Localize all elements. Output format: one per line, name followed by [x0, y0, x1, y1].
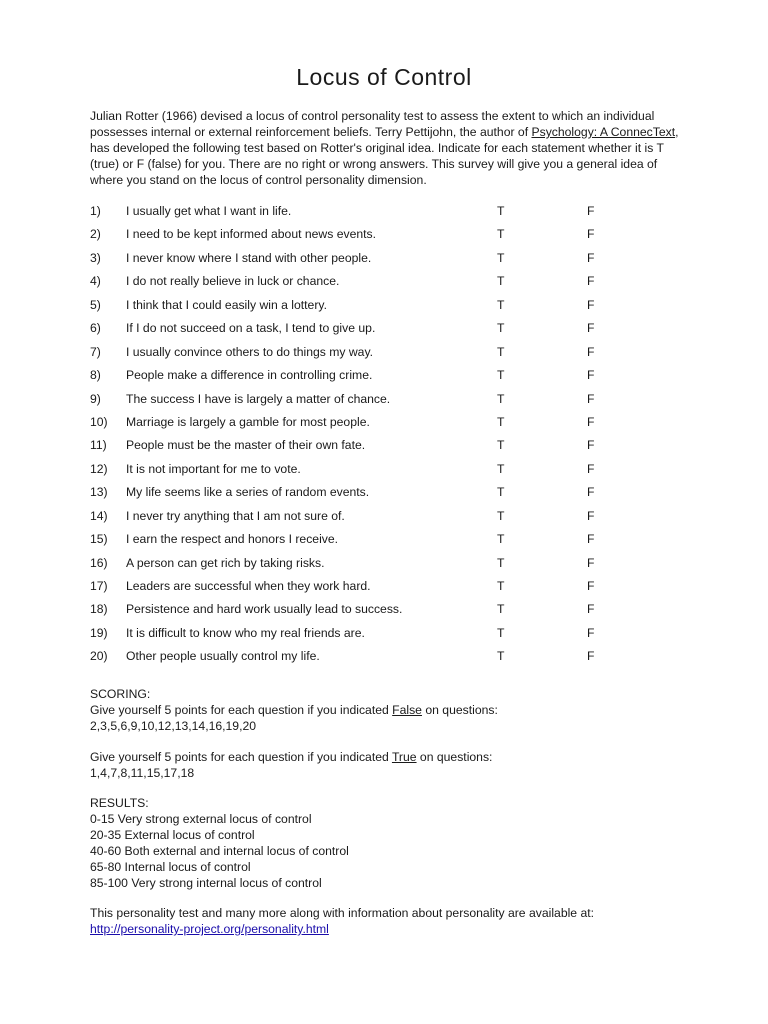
false-option[interactable]: F — [587, 485, 595, 500]
true-option[interactable]: T — [497, 485, 505, 500]
false-option[interactable]: F — [587, 321, 595, 336]
scoring-true-word: True — [391, 750, 417, 764]
true-option[interactable]: T — [497, 391, 505, 406]
intro-paragraph — [90, 108, 690, 188]
question-row — [90, 577, 690, 600]
personality-project-link[interactable]: http://personality-project.org/personality.html — [90, 922, 329, 936]
results-section — [90, 795, 710, 891]
true-option[interactable]: T — [497, 250, 505, 265]
question-text: I need to be kept informed about news events. — [126, 227, 377, 242]
false-option[interactable]: F — [587, 274, 595, 289]
scoring-true-suffix: on questions: — [416, 750, 493, 764]
scoring-true-section — [90, 749, 710, 781]
question-row — [90, 600, 690, 623]
question-row — [90, 225, 690, 248]
false-option[interactable]: F — [587, 297, 595, 312]
question-text: I never try anything that I am not sure of. — [126, 508, 345, 523]
question-number: 2) — [90, 227, 101, 242]
false-option[interactable]: F — [587, 579, 595, 593]
question-row — [90, 554, 690, 577]
question-number: 3) — [90, 250, 101, 265]
question-row — [90, 249, 690, 272]
question-text: I earn the respect and honors I receive. — [126, 532, 339, 547]
question-number: 13) — [90, 485, 108, 500]
question-number: 12) — [90, 461, 108, 476]
true-option[interactable]: T — [497, 227, 505, 242]
question-row — [90, 202, 690, 225]
results-line: 40-60 Both external and internal locus of control — [90, 844, 349, 858]
false-option[interactable]: F — [587, 461, 595, 476]
question-text: The success I have is largely a matter of chance. — [126, 391, 391, 406]
true-option[interactable]: T — [497, 532, 505, 547]
question-row — [90, 272, 690, 295]
false-option[interactable]: F — [587, 438, 595, 453]
question-text: Persistence and hard work usually lead to success. — [126, 602, 403, 617]
question-text: Other people usually control my life. — [126, 649, 320, 664]
question-row — [90, 343, 690, 366]
question-number: 19) — [90, 625, 108, 640]
intro-text-part2: , has developed the following test based on Rotter's original idea. Indicate for each statement whether it is T (true) or F (false) for you. There are no right or wrong answers. This survey will give you a general idea of where you stand on the locus of control personality dimension. — [90, 125, 679, 187]
question-text: I think that I could easily win a lottery. — [126, 297, 327, 312]
true-option[interactable]: T — [497, 344, 505, 359]
question-row — [90, 436, 690, 459]
question-row — [90, 647, 690, 670]
scoring-false-prefix: Give yourself 5 points for each question if you indicated — [90, 703, 393, 717]
question-text: It is difficult to know who my real friends are. — [126, 625, 365, 640]
true-option[interactable]: T — [497, 579, 505, 593]
scoring-false-word: False — [392, 703, 422, 717]
question-number: 18) — [90, 602, 108, 617]
scoring-true-prefix: Give yourself 5 points for each question if you indicated — [90, 750, 392, 764]
scoring-section — [90, 686, 710, 734]
question-text: People make a difference in controlling crime. — [126, 368, 373, 383]
question-number: 15) — [90, 532, 108, 547]
results-line: 85-100 Very strong internal locus of control — [90, 876, 322, 890]
results-line: 65-80 Internal locus of control — [90, 860, 251, 874]
question-text: I usually get what I want in life. — [126, 204, 292, 218]
question-number: 20) — [90, 649, 108, 664]
question-text: Leaders are successful when they work hard. — [126, 579, 371, 593]
question-number: 14) — [90, 508, 108, 523]
results-heading: RESULTS: — [90, 796, 149, 810]
true-option[interactable]: T — [497, 625, 505, 640]
question-number: 10) — [90, 414, 108, 429]
question-row — [90, 413, 690, 436]
true-option[interactable]: T — [497, 414, 505, 429]
question-row — [90, 296, 690, 319]
question-text: It is not important for me to vote. — [126, 461, 301, 476]
question-number: 9) — [90, 391, 101, 406]
false-option[interactable]: F — [587, 508, 595, 523]
question-text: If I do not succeed on a task, I tend to give up. — [126, 321, 376, 336]
scoring-true-line — [90, 749, 710, 765]
scoring-false-suffix: on questions: — [421, 703, 498, 717]
question-number: 4) — [90, 274, 101, 289]
intro-text-part1: Julian Rotter (1966) devised a locus of control personality test to assess the extent to which an individual possesses internal or external reinforcement beliefs. Terry Pettijohn, the author of — [90, 109, 655, 139]
question-number: 17) — [90, 579, 108, 593]
scoring-false-line — [90, 702, 710, 718]
question-row — [90, 530, 690, 553]
question-row — [90, 319, 690, 342]
footer-section — [90, 905, 710, 937]
question-row — [90, 460, 690, 483]
results-line: 0-15 Very strong external locus of control — [90, 812, 312, 826]
true-option[interactable]: T — [497, 368, 505, 383]
question-row — [90, 624, 690, 647]
true-option[interactable]: T — [497, 602, 505, 617]
results-line: 20-35 External locus of control — [90, 828, 255, 842]
question-number: 5) — [90, 297, 101, 312]
scoring-heading: SCORING: — [90, 687, 151, 701]
false-option[interactable]: F — [587, 532, 595, 547]
question-row — [90, 390, 690, 413]
question-number: 16) — [90, 555, 108, 570]
false-option[interactable]: F — [587, 204, 595, 218]
question-text: I do not really believe in luck or chance. — [126, 274, 340, 289]
page-title: Locus of Control — [296, 64, 472, 90]
question-number: 7) — [90, 344, 101, 359]
question-text: A person can get rich by taking risks. — [126, 555, 325, 570]
false-option[interactable]: F — [587, 227, 595, 242]
question-number: 6) — [90, 321, 101, 336]
question-text: Marriage is largely a gamble for most people. — [126, 414, 370, 429]
question-number: 1) — [90, 204, 101, 218]
true-option[interactable]: T — [497, 297, 505, 312]
question-row — [90, 483, 690, 506]
false-option[interactable]: F — [587, 414, 595, 429]
true-option[interactable]: T — [497, 461, 505, 476]
true-option[interactable]: T — [497, 321, 505, 336]
question-list — [90, 202, 690, 671]
true-option[interactable]: T — [497, 274, 505, 289]
question-number: 8) — [90, 368, 101, 383]
footer-text: This personality test and many more along with information about personality are available at: — [90, 906, 595, 920]
false-option[interactable]: F — [587, 391, 595, 406]
true-option[interactable]: T — [497, 649, 505, 664]
question-text: I never know where I stand with other people. — [126, 250, 372, 265]
false-option[interactable]: F — [587, 555, 595, 570]
true-option[interactable]: T — [497, 204, 505, 218]
true-option[interactable]: T — [497, 555, 505, 570]
true-option[interactable]: T — [497, 508, 505, 523]
scoring-false-list: 2,3,5,6,9,10,12,13,14,16,19,20 — [90, 719, 257, 733]
false-option[interactable]: F — [587, 344, 595, 359]
book-title: Psychology: A ConnecText — [531, 125, 676, 139]
false-option[interactable]: F — [587, 250, 595, 265]
question-text: People must be the master of their own fate. — [126, 438, 366, 453]
question-text: My life seems like a series of random events. — [126, 485, 370, 500]
false-option[interactable]: F — [587, 625, 595, 640]
question-number: 11) — [90, 438, 107, 453]
true-option[interactable]: T — [497, 438, 505, 453]
false-option[interactable]: F — [587, 602, 595, 617]
question-row — [90, 366, 690, 389]
question-text: I usually convince others to do things my way. — [126, 344, 374, 359]
false-option[interactable]: F — [587, 649, 595, 664]
question-row — [90, 507, 690, 530]
scoring-true-list: 1,4,7,8,11,15,17,18 — [90, 766, 195, 780]
false-option[interactable]: F — [587, 368, 595, 383]
